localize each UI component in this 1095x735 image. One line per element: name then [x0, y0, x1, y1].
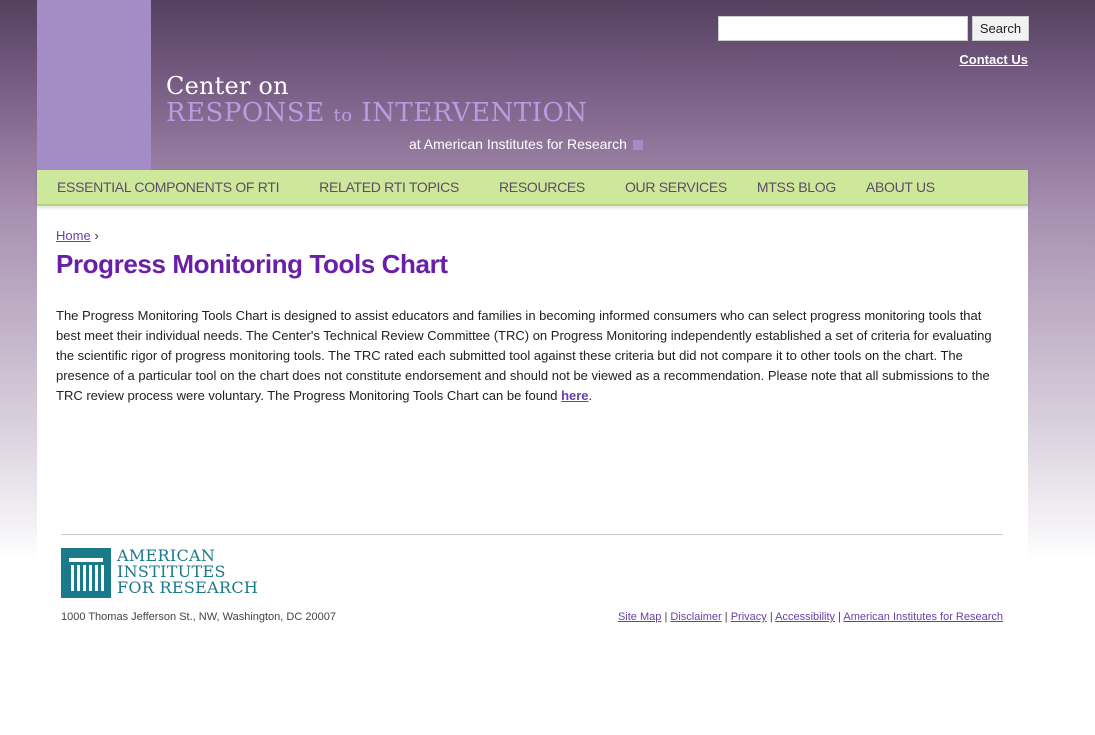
air-logo[interactable] — [61, 548, 258, 598]
logo-line-air — [409, 136, 643, 152]
footer-address: 1000 Thomas Jefferson St., NW, Washington, DC 20007 — [61, 611, 336, 623]
nav-resources[interactable]: RESOURCES — [498, 179, 585, 195]
footer-links — [618, 611, 1003, 623]
intro-text: The Progress Monitoring Tools Chart is designed to assist educators and families in becoming informed consumers who can select progress monitoring tools that best meet their individual needs. The Center's Technical Review Committee (TRC) on Progress Monitoring independently established a set of criteria for evaluating the scientific rigor of progress monitoring tools. The TRC rated each submitted tool against these criteria but did not compare it to other tools on the chart. The presence of a particular tool on the chart does not constitute endorsement and should not be viewed as a recommendation. Please note that all submissions to the TRC review process were voluntary. The Progress Monitoring Tools Chart can be found — [56, 308, 992, 403]
nav-related-rti-topics[interactable]: RELATED RTI TOPICS — [319, 179, 459, 195]
footer-divider — [61, 534, 1003, 535]
logo-square-icon — [633, 140, 643, 150]
footer-link-accessibility[interactable]: Accessibility — [775, 611, 836, 623]
footer-link-privacy[interactable]: Privacy — [730, 611, 767, 623]
logo-word-intervention: INTERVENTION — [361, 98, 588, 128]
search-button[interactable]: Search — [972, 16, 1029, 41]
footer-link-disclaimer[interactable]: Disclaimer — [670, 611, 722, 623]
air-line-3: FOR RESEARCH — [117, 578, 259, 597]
breadcrumb-separator: › — [94, 228, 99, 243]
footer-separator: | — [664, 611, 668, 623]
nav-about-us[interactable]: ABOUT US — [865, 179, 935, 195]
breadcrumb-home-link[interactable]: Home — [56, 228, 91, 243]
footer-separator: | — [838, 611, 841, 623]
intro-paragraph — [56, 306, 1006, 406]
page-wrapper — [37, 0, 1028, 648]
site-header — [37, 0, 1028, 170]
main-nav — [37, 170, 1028, 206]
site-logo[interactable] — [166, 72, 627, 152]
nav-our-services[interactable]: OUR SERVICES — [624, 179, 727, 195]
chart-here-link[interactable]: here — [561, 388, 589, 403]
header-accent-block — [37, 0, 151, 170]
air-line-1: AMERICAN — [117, 546, 216, 565]
footer-link-site-map[interactable]: Site Map — [617, 611, 662, 623]
intro-end: . — [588, 388, 593, 403]
logo-word-response: RESPONSE — [166, 98, 325, 128]
air-wordmark — [117, 548, 258, 596]
logo-line-center-on: Center on — [166, 72, 289, 100]
nav-mtss-blog[interactable]: MTSS BLOG — [756, 179, 836, 195]
footer-link-air[interactable]: American Institutes for Research — [843, 611, 1003, 623]
search-form — [718, 16, 1029, 41]
page-title: Progress Monitoring Tools Chart — [56, 249, 448, 279]
logo-line-rti — [166, 98, 588, 128]
footer-separator: | — [724, 611, 728, 623]
main-content — [37, 206, 1028, 648]
air-line-2: INSTITUTES — [117, 562, 226, 581]
nav-essential-components[interactable]: ESSENTIAL COMPONENTS OF RTI — [57, 179, 280, 195]
logo-word-to: to — [333, 105, 353, 126]
air-building-icon — [61, 548, 111, 598]
search-input[interactable] — [718, 16, 968, 41]
contact-us-link[interactable]: Contact Us — [959, 52, 1028, 67]
breadcrumb — [56, 228, 1009, 243]
footer-separator: | — [769, 611, 773, 623]
logo-air-text: at American Institutes for Research — [409, 136, 627, 152]
